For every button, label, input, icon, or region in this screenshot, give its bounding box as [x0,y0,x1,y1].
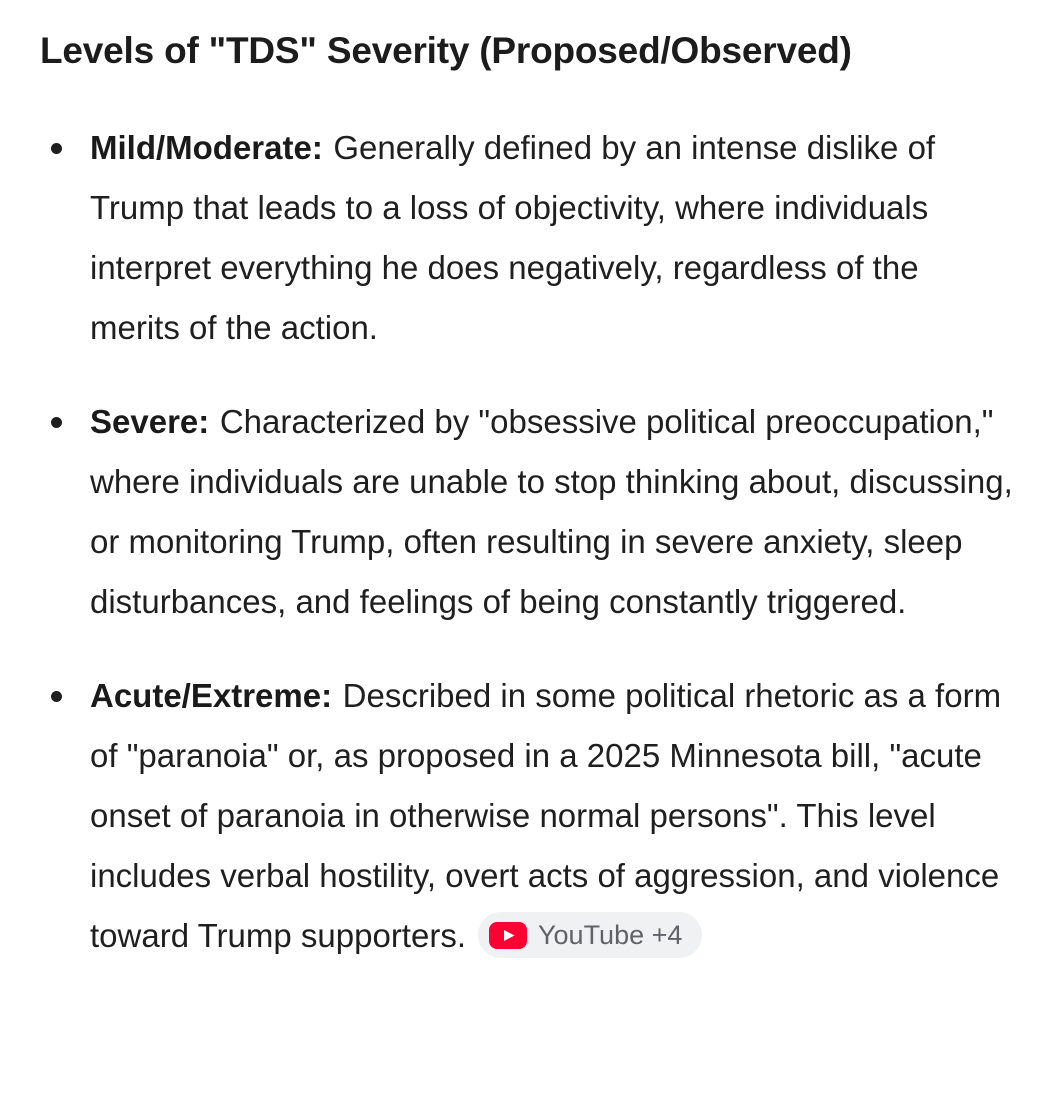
list-item-severe [0,392,1014,632]
item-text: Described in some political rhetoric as a form of "paranoia" or, as proposed in a 2025 Minnesota bill, "acute onset of paranoia in otherwise normal persons". This level includes verbal hostility, overt acts of aggression, and violence toward Trump supporters. [90,677,1002,954]
item-label: Severe: [90,403,210,440]
list-item-mild-moderate [0,118,1014,358]
bullet-icon [51,691,62,702]
page-title: Levels of "TDS" Severity (Proposed/Observed) [40,30,852,71]
item-label: Acute/Extreme: [90,677,333,714]
bullet-icon [51,143,62,154]
source-chip-label: YouTube +4 [538,920,683,951]
item-text: Characterized by "obsessive political preoccupation," where individuals are unable to stop thinking about, discussing, or monitoring Trump, often resulting in severe anxiety, sleep disturbances, and feelings of being constantly triggered. [90,403,1013,620]
source-chip-youtube[interactable] [478,912,702,958]
item-label: Mild/Moderate: [90,129,323,166]
youtube-play-icon [489,922,527,949]
severity-list [0,118,1060,966]
item-text: Generally defined by an intense dislike of Trump that leads to a loss of objectivity, where individuals interpret everything he does negatively, regardless of the merits of the action. [90,129,936,346]
list-item-acute-extreme [0,666,1014,966]
bullet-icon [51,417,62,428]
